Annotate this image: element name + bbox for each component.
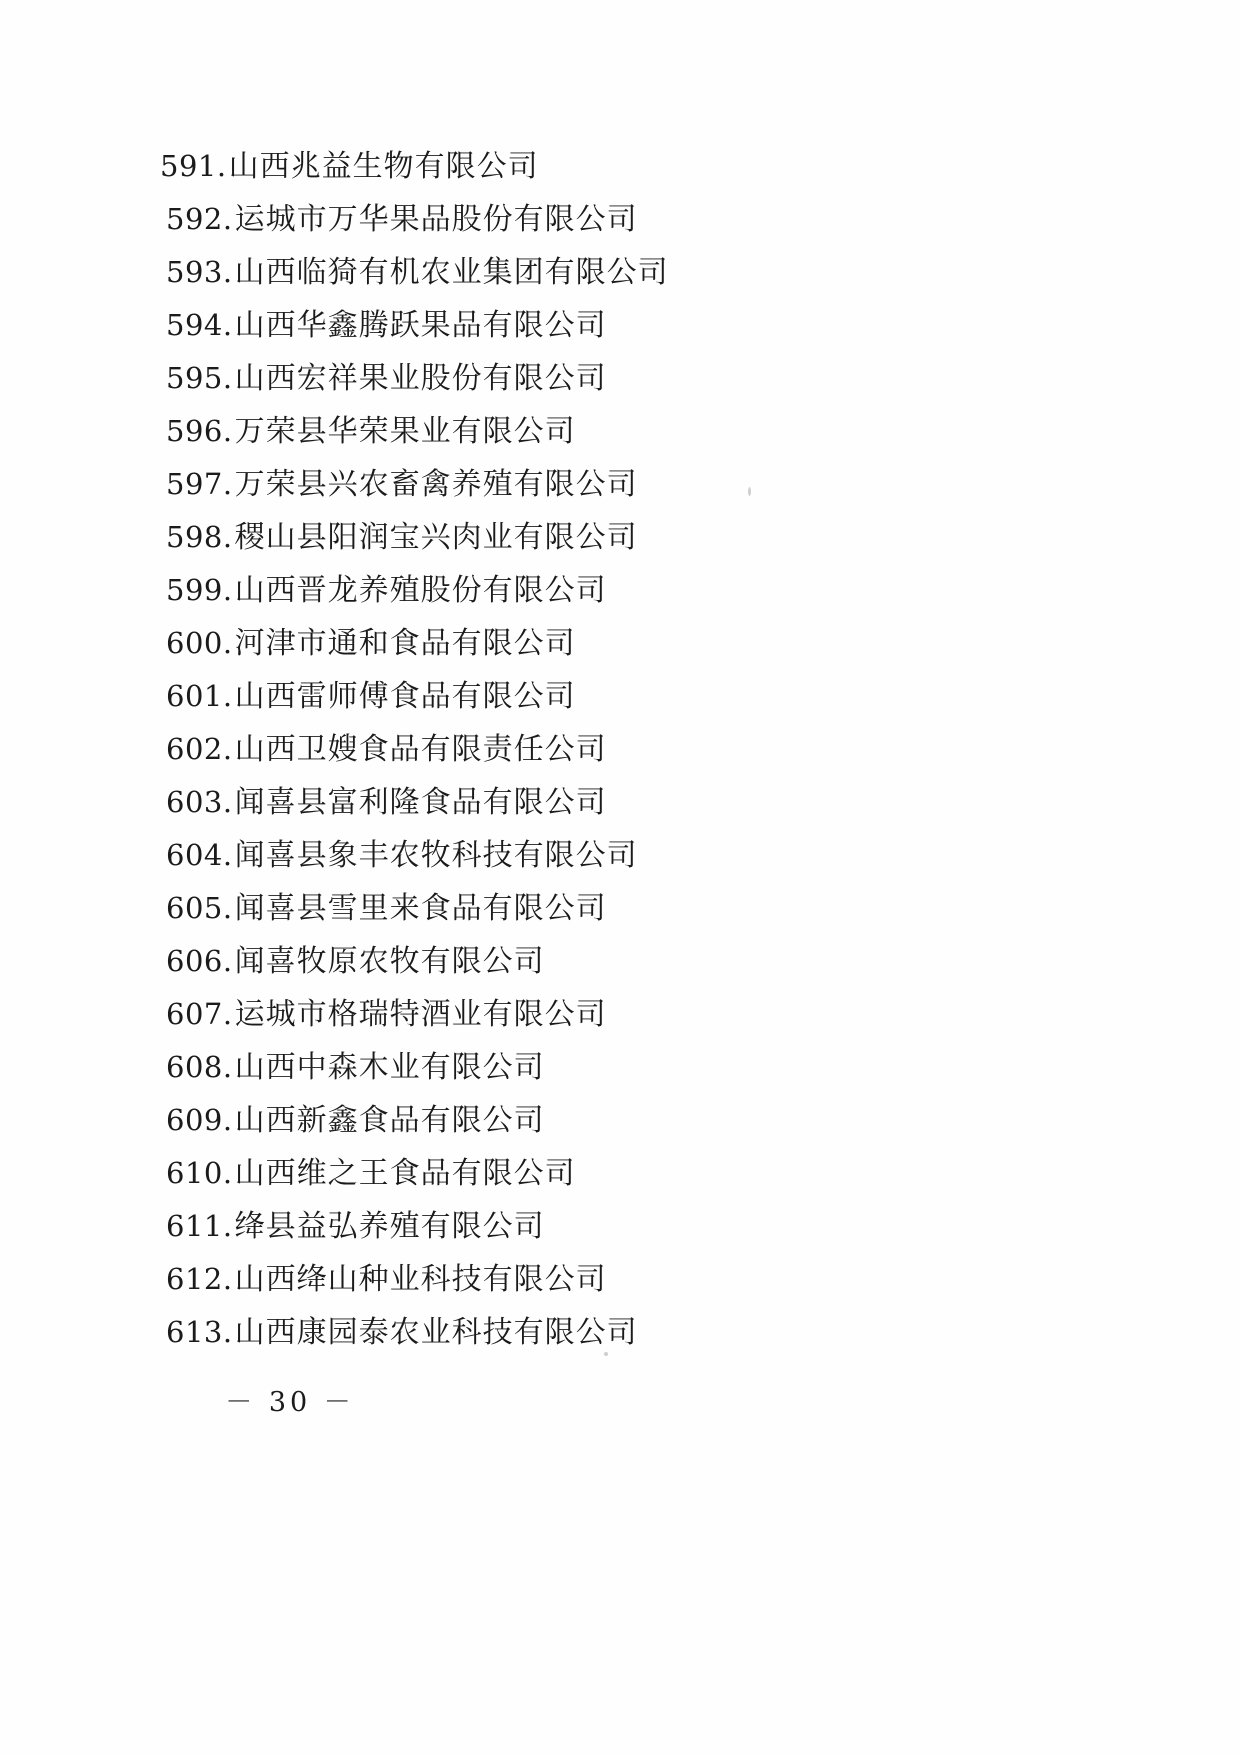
list-item bbox=[166, 193, 1060, 246]
list-item bbox=[166, 246, 1060, 299]
list-item-label: 绛县益弘养殖有限公司 bbox=[234, 1209, 545, 1244]
list-item-number: 605. bbox=[166, 891, 233, 925]
list-item-number: 612. bbox=[166, 1262, 233, 1296]
list-item-number: 602. bbox=[166, 732, 233, 766]
list-item-number: 600. bbox=[166, 626, 233, 660]
list-item-label: 河津市通和食品有限公司 bbox=[234, 626, 576, 661]
list-item bbox=[166, 829, 1060, 882]
list-item bbox=[166, 935, 1060, 988]
list-item-number: 592. bbox=[166, 202, 233, 236]
list-item-number: 604. bbox=[166, 838, 233, 872]
list-item-number: 596. bbox=[166, 414, 233, 448]
list-item-label: 山西维之王食品有限公司 bbox=[234, 1156, 576, 1191]
list-item-label: 山西新鑫食品有限公司 bbox=[234, 1103, 545, 1138]
list-item-number: 609. bbox=[166, 1103, 233, 1137]
list-item-label: 闻喜牧原农牧有限公司 bbox=[234, 944, 545, 979]
list-item-label: 闻喜县象丰农牧科技有限公司 bbox=[234, 838, 638, 873]
list-item-label: 闻喜县富利隆食品有限公司 bbox=[234, 785, 607, 820]
list-item bbox=[166, 617, 1060, 670]
list-item-number: 591. bbox=[160, 149, 227, 183]
list-item bbox=[166, 1094, 1060, 1147]
paper-speck bbox=[604, 1352, 608, 1356]
list-item bbox=[166, 1200, 1060, 1253]
list-item bbox=[166, 776, 1060, 829]
list-item-number: 607. bbox=[166, 997, 233, 1031]
page-number: － 30 － bbox=[225, 1387, 355, 1418]
list-item-label: 山西宏祥果业股份有限公司 bbox=[234, 361, 607, 396]
list-item-number: 613. bbox=[166, 1315, 233, 1349]
list-item bbox=[166, 1306, 1060, 1359]
list-item-number: 594. bbox=[166, 308, 233, 342]
list-item bbox=[166, 723, 1060, 776]
list-item bbox=[160, 140, 1060, 193]
list-item-label: 山西卫嫂食品有限责任公司 bbox=[234, 732, 607, 767]
list-item bbox=[166, 352, 1060, 405]
list-item-number: 611. bbox=[166, 1209, 233, 1243]
list-item-number: 593. bbox=[166, 255, 233, 289]
list-item bbox=[166, 988, 1060, 1041]
list-item bbox=[166, 670, 1060, 723]
list-item bbox=[166, 564, 1060, 617]
list-item-label: 万荣县兴农畜禽养殖有限公司 bbox=[234, 467, 638, 502]
list-item bbox=[166, 1041, 1060, 1094]
list-item-label: 山西中森木业有限公司 bbox=[234, 1050, 545, 1085]
list-item-number: 599. bbox=[166, 573, 233, 607]
list-item-label: 山西晋龙养殖股份有限公司 bbox=[234, 573, 607, 608]
list-item-label: 山西临猗有机农业集团有限公司 bbox=[234, 255, 669, 290]
list-item-number: 610. bbox=[166, 1156, 233, 1190]
list-item-number: 597. bbox=[166, 467, 233, 501]
list-item-label: 万荣县华荣果业有限公司 bbox=[234, 414, 576, 449]
list-item bbox=[166, 1253, 1060, 1306]
list-item-label: 山西兆益生物有限公司 bbox=[228, 149, 539, 184]
list-item bbox=[166, 458, 1060, 511]
list-item bbox=[166, 882, 1060, 935]
list-item-number: 598. bbox=[166, 520, 233, 554]
list-item bbox=[166, 405, 1060, 458]
list-item bbox=[166, 511, 1060, 564]
list-item-number: 595. bbox=[166, 361, 233, 395]
list-item-label: 山西华鑫腾跃果品有限公司 bbox=[234, 308, 607, 343]
list-item bbox=[166, 1147, 1060, 1200]
list-item bbox=[166, 299, 1060, 352]
list-item-label: 山西雷师傅食品有限公司 bbox=[234, 679, 576, 714]
list-item-label: 运城市万华果品股份有限公司 bbox=[234, 202, 638, 237]
list-item-number: 601. bbox=[166, 679, 233, 713]
list-item-label: 山西康园泰农业科技有限公司 bbox=[234, 1315, 638, 1350]
list-item-label: 运城市格瑞特酒业有限公司 bbox=[234, 997, 607, 1032]
numbered-company-list bbox=[160, 140, 1060, 1359]
list-item-number: 608. bbox=[166, 1050, 233, 1084]
list-item-label: 山西绛山种业科技有限公司 bbox=[234, 1262, 607, 1297]
paper-speck bbox=[748, 487, 751, 496]
list-item-label: 稷山县阳润宝兴肉业有限公司 bbox=[234, 520, 638, 555]
list-item-label: 闻喜县雪里来食品有限公司 bbox=[234, 891, 607, 926]
list-item-number: 606. bbox=[166, 944, 233, 978]
list-item-number: 603. bbox=[166, 785, 233, 819]
